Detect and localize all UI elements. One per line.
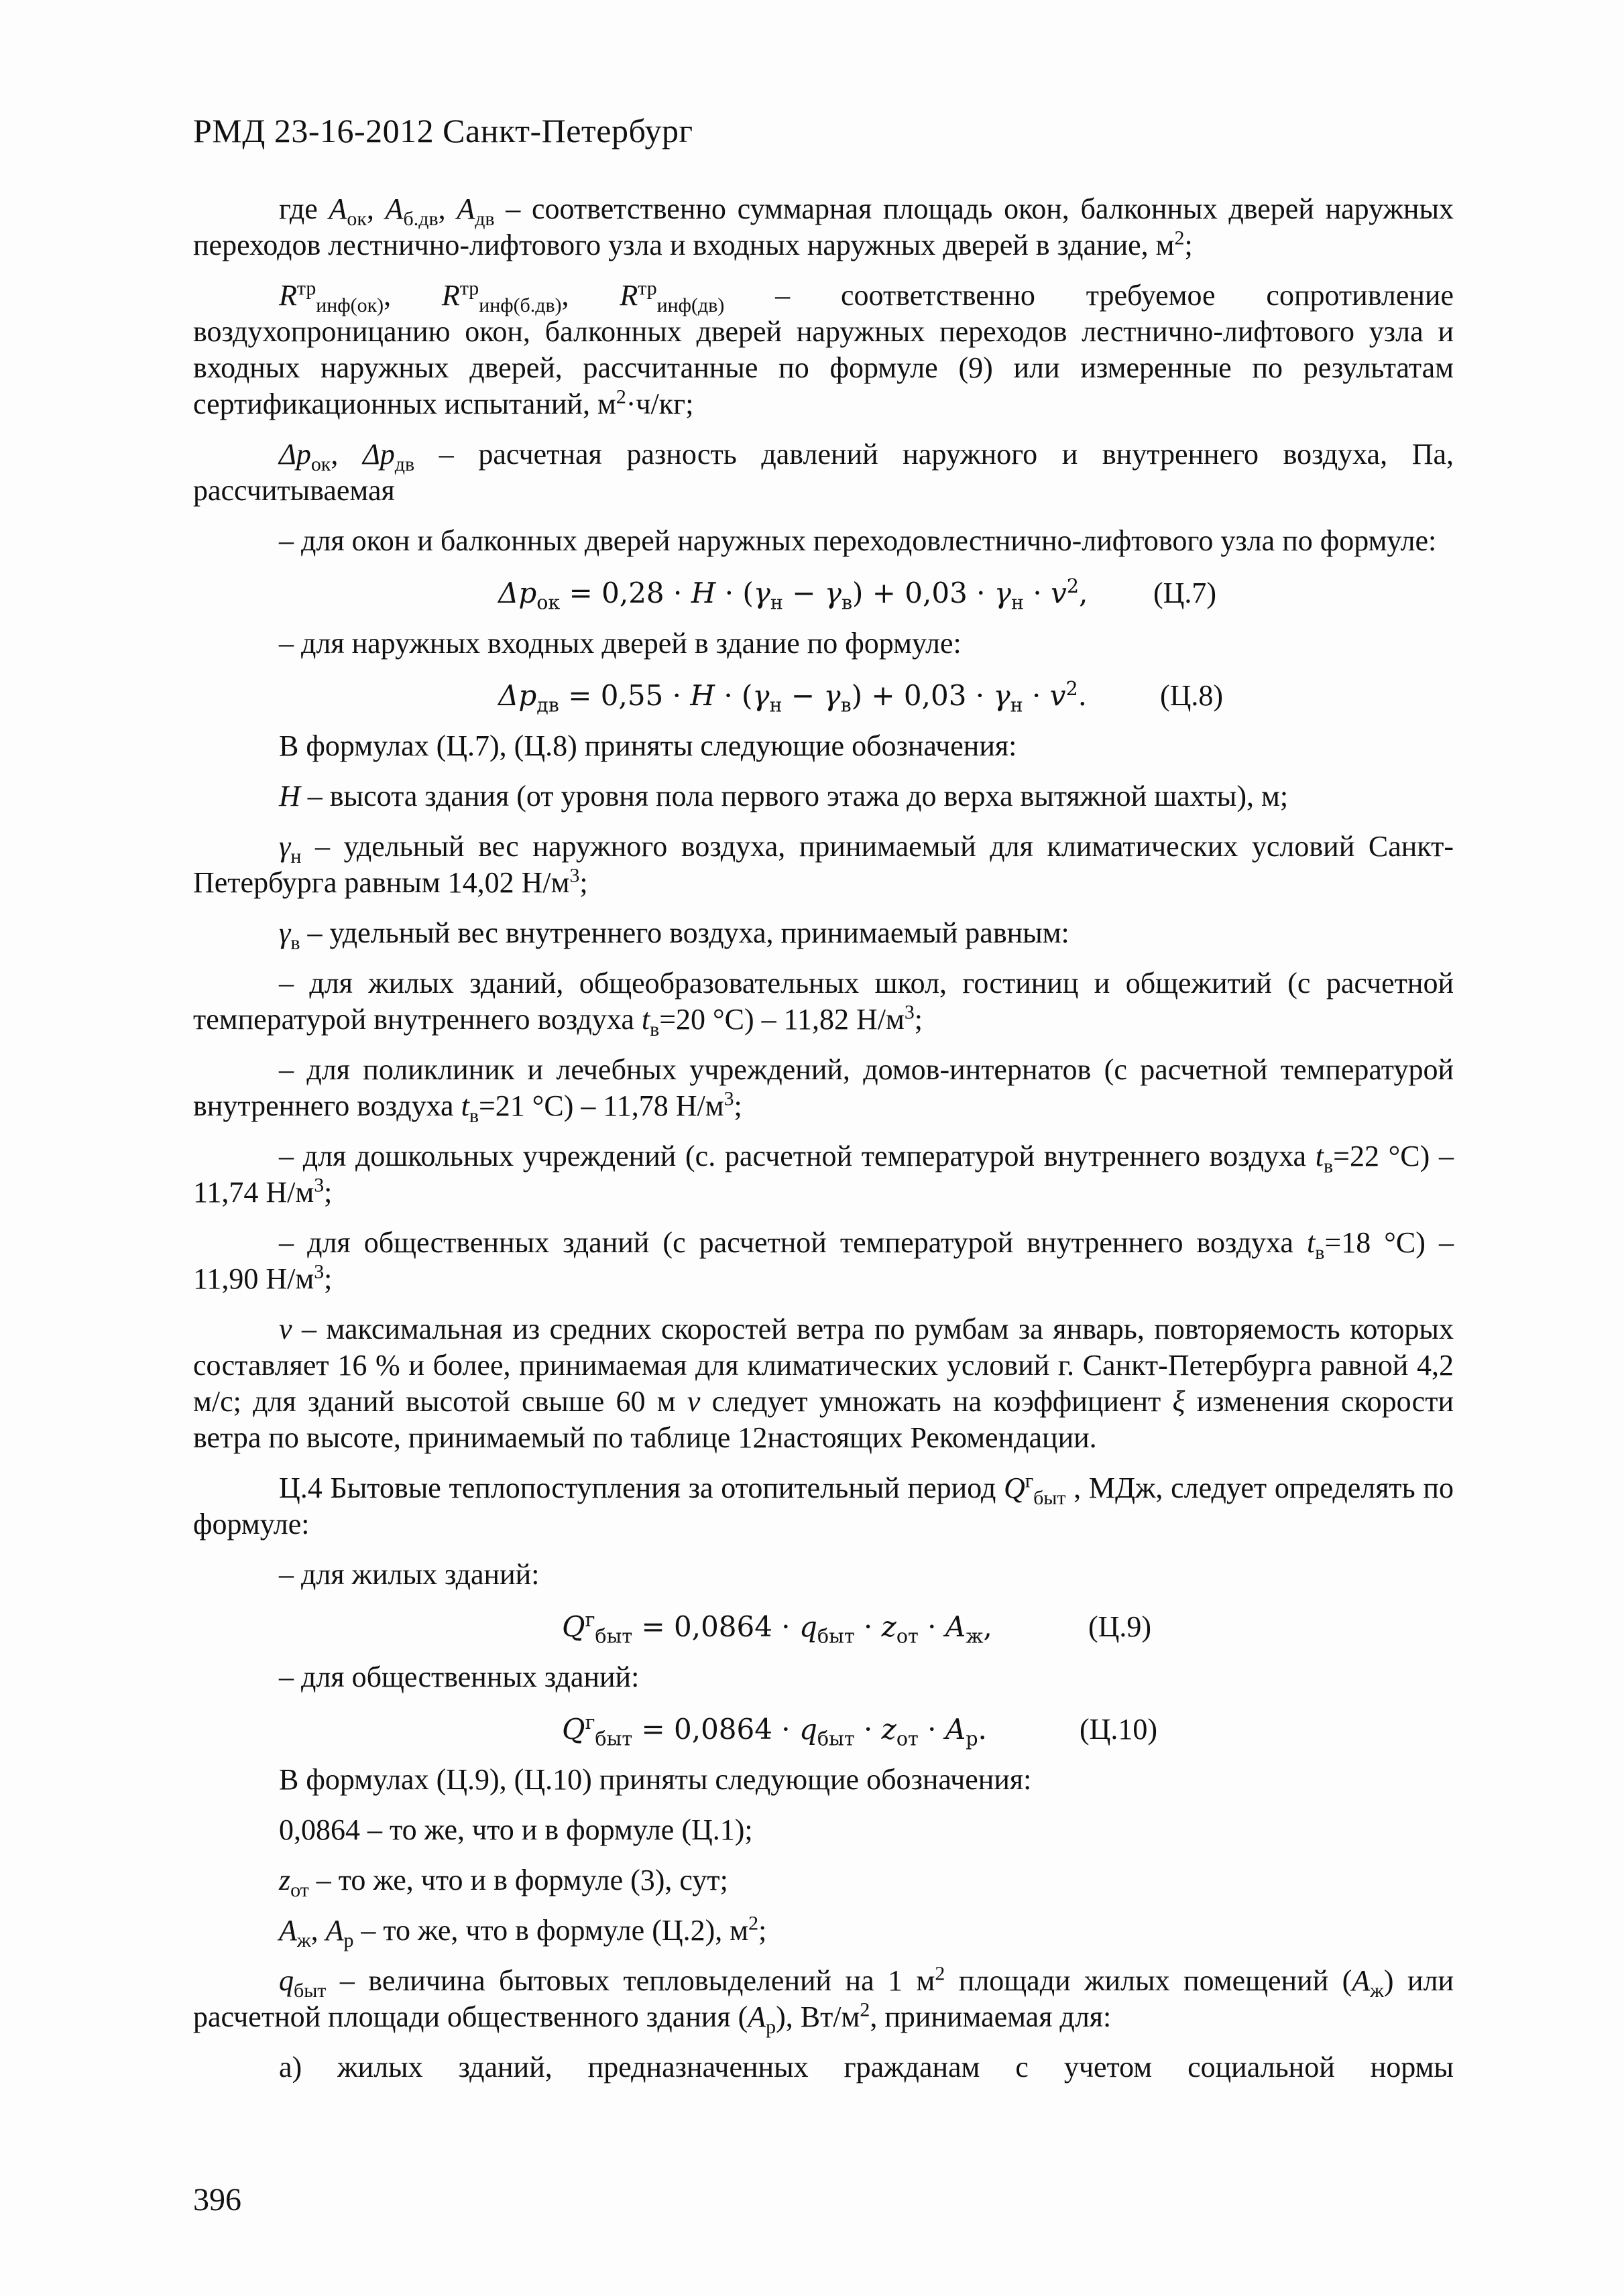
paragraph-public-intro: – для общественных зданий: [279,1660,640,1693]
paragraph-outer-weight-legend: $\gamma_н$ – удельный вес наружного воздуха, принимаемый для климатических условий Санкт-Петербурга равным 14,02 $Н/м^3$; [193,830,1454,899]
formula-c10-expression: $Q^г_{быт} = 0,0864 \cdot q_{быт} \cdot z_{от} \cdot A_р$. [562,1711,987,1750]
paragraph-inner-weight-legend: $\gamma_в$ – удельный вес внутреннего воздуха, принимаемый равным: [279,916,1069,954]
formula-c7-expression: $\Delta p_{ок} = 0,28 \cdot H \cdot (\gamma_н - \gamma_в) + 0,03 \cdot \gamma_н \cdot v^2$, [498,575,1088,614]
paragraph-height-legend: H – высота здания (от уровня пола первого этажа до верха вытяжной шахты), м; [279,780,1289,812]
paragraph-windows-formula-intro: – для окон и балконных дверей наружных переходовлестнично-лифтового узла по формуле: [279,524,1437,557]
formula-c10-number: (Ц.10) [1080,1713,1158,1746]
paragraph-clinic-weight: – для поликлиник и лечебных учреждений, домов-интернатов (с расчетной температурой внутреннего воздуха $t_в=21$ °С) – 11,78 $Н/м^3$; [193,1053,1454,1127]
paragraph-resistance-legend: $R^{тр}_{инф(ок)}$, $R^{тр}_{инф(б.дв)}$, $R^{тр}_{инф(дв)}$ – соответственно требуемое сопротивление воздухопроницанию окон, балконных дверей наружных переходов лестнично-лифтового узла и входных наружных дверей, рассчитанные по формуле (9) или измеренные по результатам сертификационных испытаний, $м^2\cdot ч/кг$; [193,277,1454,420]
paragraph-notation-intro-2: В формулах (Ц.9), (Ц.10) приняты следующие обозначения: [279,1763,1032,1796]
document-header: РМД 23-16-2012 Санкт-Петербург [193,112,693,149]
formula-c8 [193,676,1454,716]
formula-c9 [193,1607,1454,1647]
paragraph-zot-legend: $z_{от}$ – то же, что и в формуле (3), сут; [279,1864,728,1901]
formula-c10 [193,1709,1454,1750]
paragraph-pressure-legend: $\Delta p_{ок}$, $\Delta p_{дв}$ – расчетная разность давлений наружного и внутреннего воздуха, Па, рассчитываемая [193,438,1454,507]
formula-c9-expression: $Q^г_{быт} = 0,0864 \cdot q_{быт} \cdot z_{от} \cdot A_ж$, [562,1608,992,1648]
paragraph-item-a: а) жилых зданий, предназначенных гражданам с учетом социальной нормы [279,2051,1454,2083]
paragraph-area-types-legend: $A_ж$, $A_р$ – то же, что в формуле (Ц.2), $м^2$; [279,1912,767,1951]
paragraph-wind-legend: v – максимальная из средних скоростей ветра по румбам за январь, повторяемость которых составляет 16 % и более, принимаемая для климатических условий г. Санкт-Петербурга равной 4,2 м/с; для зданий высотой свыше 60 м v следует умножать на коэффициент ξ изменения скорости ветра по высоте, принимаемый по таблице 12настоящих Рекомендации. [193,1313,1454,1454]
document-body [193,191,1454,2100]
paragraph-public-weight: – для общественных зданий (с расчетной температурой внутреннего воздуха $t_в=18$ °С) – 11,90 $Н/м^3$; [193,1226,1454,1295]
formula-c8-number: (Ц.8) [1160,679,1224,712]
paragraph-doors-formula-intro: – для наружных входных дверей в здание по формуле: [279,627,962,660]
paragraph-residential-intro: – для жилых зданий: [279,1558,540,1591]
paragraph-preschool-weight: – для дошкольных учреждений (с. расчетной температурой внутреннего воздуха $t_в=22$ °С) – 11,74 $Н/м^3$; [193,1140,1454,1209]
formula-c7 [193,573,1454,613]
paragraph-qbyt-legend: $q_{быт}$ – величина бытовых тепловыделений на 1 $м^2$ площади жилых помещений $(A_ж)$ или расчетной площади общественного здания $(A_р)$, $Вт/м^2$, принимаемая для: [193,1962,1454,2038]
paragraph-constant-legend: 0,0864 – то же, что и в формуле (Ц.1); [279,1813,753,1846]
paragraph-area-legend: где $A_{ок}$, $A_{б.дв}$, $A_{дв}$ – соответственно суммарная площадь окон, балконных дверей наружных переходов лестнично-лифтового узла и входных наружных дверей в здание, $м^2$; [193,192,1454,261]
formula-c9-number: (Ц.9) [1088,1610,1152,1643]
paragraph-section-c4: Ц.4 Бытовые теплопоступления за отопительный период $Q^г_{быт}$ , МДж, следует определять по формуле: [193,1469,1454,1540]
formula-c7-number: (Ц.7) [1153,577,1217,609]
page-number: 396 [193,2182,241,2218]
paragraph-residential-weight: – для жилых зданий, общеобразовательных школ, гостиниц и общежитий (с расчетной температурой внутреннего воздуха $t_в=20$ °С) – 11,82 $Н/м^3$; [193,967,1454,1040]
formula-c8-expression: $\Delta p_{дв} = 0,55 \cdot H \cdot (\gamma_н - \gamma_в) + 0,03 \cdot \gamma_н \cdot v^2$. [498,677,1087,717]
paragraph-notation-intro-1: В формулах (Ц.7), (Ц.8) приняты следующие обозначения: [279,729,1017,762]
